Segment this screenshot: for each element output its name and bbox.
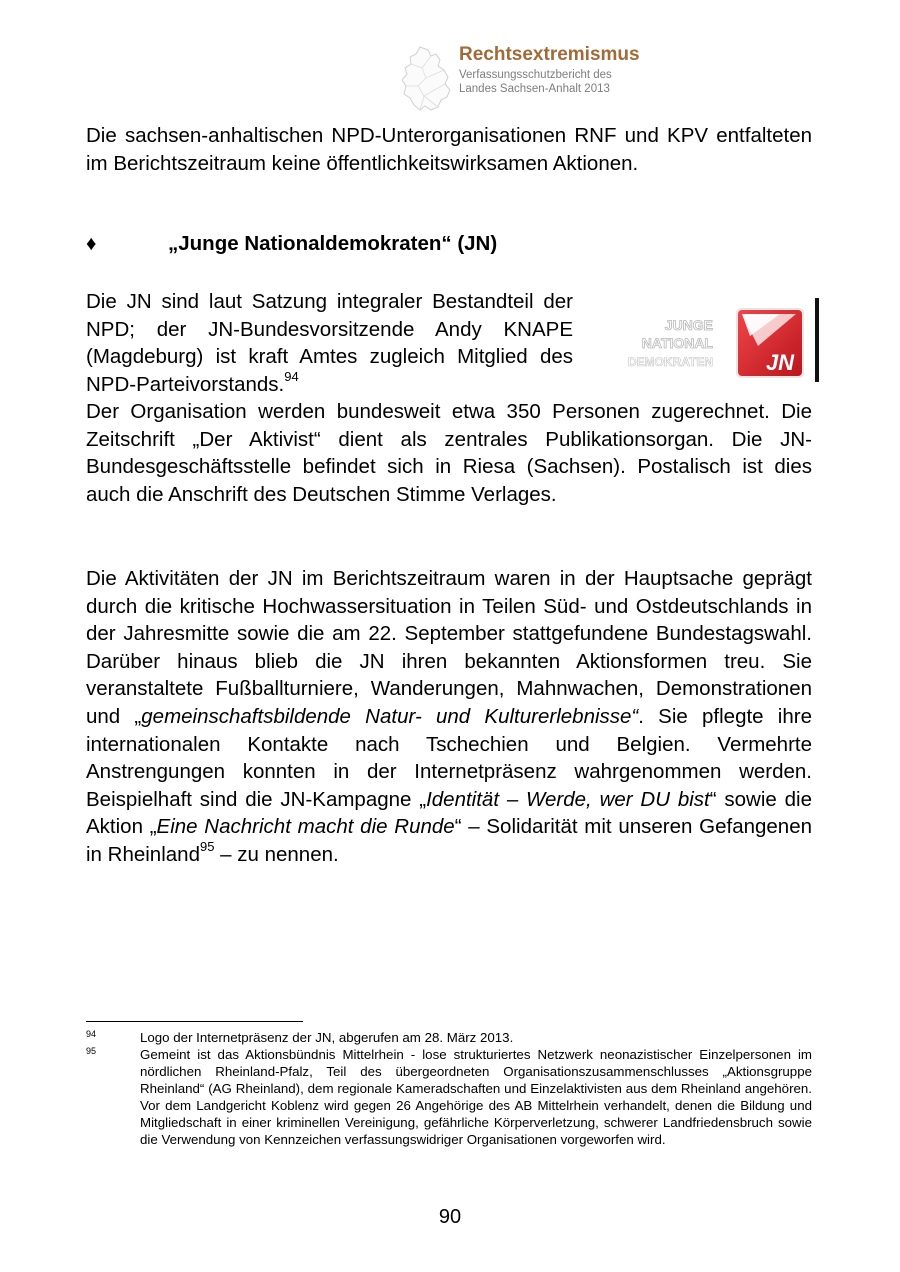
footnote-ref[interactable]: 94 bbox=[284, 368, 299, 384]
footnote-ref[interactable]: 95 bbox=[199, 839, 215, 855]
svg-text:NATIONAL: NATIONAL bbox=[641, 335, 713, 351]
page-header bbox=[398, 44, 698, 116]
svg-text:JUNGE: JUNGE bbox=[664, 317, 713, 333]
svg-text:JN: JN bbox=[765, 350, 795, 375]
paragraph: Die Aktivitäten der JN im Berichtszeitraum waren in der Hauptsache geprägt durch die kritische Hochwassersituation in Teilen Süd- und Ostdeutschlands in der Jahresmitte sowie die am 22. September stattgefundene Bundestagswahl. Darüber hinaus blieb die JN ihren bekannten Aktionsformen treu. Sie veranstaltete Fußballturniere, Wanderungen, Mahnwachen, Demonstrationen und „gemeinschaftsbildende Natur- und Kulturerlebnisse“. Sie pflegte ihre internationalen Kontakte nach Tschechien und Belgien. Vermehrte Anstrengungen konnten in der Internetpräsenz wahrgenommen werden. Beispielhaft sind die JN-Kampagne „Identität – Werde, wer DU bist“ sowie die Aktion „Eine Nachricht macht die Runde“ – Solidarität mit unseren Gefangenen in Rheinland$^{95}$ – zu nennen. bbox=[86, 567, 812, 866]
bullet-icon: ♦ bbox=[86, 232, 97, 255]
footnote-number: 94 bbox=[86, 1029, 97, 1039]
svg-text:DEMOKRATEN: DEMOKRATEN bbox=[627, 355, 713, 369]
footnote-text: Gemeint ist das Aktionsbündnis Mittelrhein - lose strukturiertes Netzwerk neonazistischer Einzelpersonen im nördlichen Rheinland-Pfalz, Teil des übergeordneten Organisationszusammenschlusses „Aktionsgruppe Rheinland“ (AG Rheinland), dem regionale Kameradschaften und Einzelaktivisten aus dem Rheinland angehören. Vor dem Landgericht Koblenz wird gegen 26 Angehörige des AB Mittelrhein verhandelt, denen die Bildung und Mitgliedschaft in einer kriminellen Vereinigung, gefährliche Körperverletzung, schwerer Landfriedensbruch sowie die Verwendung von Kennzeichen verfassungswidriger Organisationen vorgeworfen wird. bbox=[140, 1047, 812, 1147]
section-heading-text: „Junge Nationaldemokraten“ (JN) bbox=[168, 232, 498, 255]
footnote-divider bbox=[86, 1021, 303, 1022]
footnote-text: Logo der Internetpräsenz der JN, abgerufen am 28. März 2013. bbox=[140, 1030, 514, 1045]
saxony-anhalt-map-icon bbox=[398, 44, 458, 114]
header-subtitle: Verfassungsschutzbericht des Landes Sachsen-Anhalt 2013 bbox=[459, 69, 612, 95]
paragraph: Die sachsen-anhaltischen NPD-Unterorganisationen RNF und KPV entfalteten im Berichtszeitraum keine öffentlichkeitswirksamen Aktionen. bbox=[86, 124, 812, 175]
paragraph-wrapped: Die JN sind laut Satzung integraler Bestandteil der NPD; der JN-Bundesvorsitzende Andy KNAPE (Magdeburg) ist kraft Amtes zugleich Mitglied des NPD-Parteivorstands.$^{94}$ bbox=[86, 290, 573, 396]
jn-logo bbox=[608, 296, 820, 384]
header-title: Rechtsextremismus bbox=[459, 44, 640, 65]
footnote-number: 95 bbox=[86, 1046, 97, 1056]
page-number: 90 bbox=[438, 1206, 462, 1228]
paragraph-continued: Der Organisation werden bundesweit etwa 350 Personen zugerechnet. Die Zeitschrift „Der Aktivist“ dient als zentrales Publikationsorgan. Die JN-Bundesgeschäftsstelle befindet sich in Riesa (Sachsen). Postalisch ist dies auch die Anschrift des Deutschen Stimme Verlages. bbox=[86, 400, 812, 506]
